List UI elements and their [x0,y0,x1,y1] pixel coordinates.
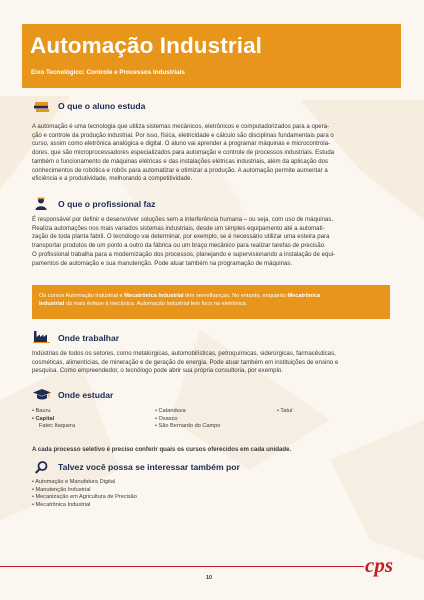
section-title-aluno: O que o aluno estuda [58,101,146,111]
campus-item: • Osasco [155,415,178,422]
paragraph-profissional [32,216,394,268]
page-number: 10 [206,575,213,581]
campus-list-col3 [277,408,293,416]
page-subtitle: Eixo Tecnológico: Controle e Processos Industriais [31,69,185,76]
text-line: pamentos de automação e sua manutenção. Pode atuar também na programação de máquinas. [32,259,293,267]
text-line: cosméticas, alimentícias, de mineração e de geração de energia. Pode atuar também em instituições de ensino e [32,358,339,366]
campus-item: Fatec Itaquera [39,423,76,430]
selection-note: A cada processo seletivo é preciso conferir quais os cursos oferecidos em cada unidade. [32,446,292,453]
section-title-profissional: O que o profissional faz [58,199,156,209]
paragraph-trabalhar [32,350,394,376]
section-title-trabalhar: Onde trabalhar [58,333,120,343]
text-line: conhecimentos de robótica e robôs para automatizar e otimizar a produção. A automação permite aumentar a [32,166,328,174]
campus-item: • Capital [32,415,55,422]
campus-list-col2 [155,408,220,431]
campus-list-col1 [32,408,75,431]
text-line: Indústrias de todos os setores, como metalúrgicas, automobilísticas, petroquímicas, siderúrgicas, farmacêuticas, [32,350,336,357]
factory-icon [33,330,50,343]
cps-logo [364,552,404,578]
text-line: transportar produtos de um ponto a outro da fábrica ou um braço mecânico para realizar tarefas de precisão. [32,242,326,250]
footer-divider [0,566,364,567]
text-line: curso, assim como eletrônica analógica e digital. O aluno vai aprender a programar máquinas e microcontrola- [32,140,331,148]
books-icon [34,101,50,113]
related-courses-list [32,479,137,510]
graduation-cap-icon [33,389,51,400]
note-bold: Mecatrônica Industrial [124,293,184,299]
text-line: Realiza automações nos mais variados sistemas industriais, desde um simples equipamento até a automati- [32,224,325,232]
text-line: É responsável por definir e desenvolver soluções sem a interferência humana – ou seja, com uso de máquinas. [32,216,334,223]
note-line [39,300,385,308]
campus-item: • Tatuí [277,408,293,414]
note-text [39,292,385,308]
section-title-estudar: Onde estudar [58,390,114,400]
text-line: também o funcionamento de máquinas elétricas e das instalações elétricas industriais, além da aplicação dos [32,157,329,165]
text-line: dores, que são microprocessadores especializados para automação e controle de processos industriais. Estuda [32,149,335,157]
campus-item: • Catanduva [155,408,186,414]
related-course-item: • Mecanização em Agricultura de Precisão [32,494,137,501]
section-title-interesse: Talvez você possa se interessar também por [58,462,240,472]
related-course-item: • Automação e Manufatura Digital [32,479,116,485]
text-line: A automação é uma tecnologia que utiliza sistemas mecânicos, eletrônicos e computadorizados para a opera- [32,123,330,130]
cps-logo-text: cps [365,553,393,577]
text-line: O profissional trabalha para a modernização dos processos, planejando e supervisionando a instalação de equi- [32,250,336,258]
title-banner [22,24,401,88]
related-course-item: • Mecatrônica Industrial [32,502,91,509]
note-bold: Mecatrônica [287,293,321,299]
note-fragment: dá mais ênfase à mecânica. Automação Industrial tem foco na eletrônica. [64,301,248,307]
magnifier-icon [35,461,48,474]
note-line [39,292,385,300]
text-line: zação de toda planta fabril. O tecnólogo vai determinar, por exemplo, se é necessário utilizar uma esteira para [32,233,330,241]
text-line: pesquisa. Como empreendedor, o tecnólogo pode abrir sua própria consultoria, por exemplo. [32,367,284,375]
note-bold: Industrial [39,301,65,307]
note-box [32,285,390,319]
paragraph-aluno [32,123,394,184]
note-fragment: Os cursos Automação Industrial e [39,293,125,299]
campus-item: • Bauru [32,408,51,414]
note-fragment: têm semelhanças. No entanto, enquanto [183,293,288,299]
professional-icon [35,197,47,210]
text-line: ção e controle da produção industrial. Por isso, física, eletricidade e cálculo são disciplinas fundamentais para o [32,131,334,139]
related-course-item: • Manutenção Industrial [32,486,91,493]
page-title: Automação Industrial [30,33,263,58]
text-line: eficiência e a produtividade, melhorando a competitividade. [32,175,193,183]
campus-item: • São Bernardo do Campo [155,423,221,430]
